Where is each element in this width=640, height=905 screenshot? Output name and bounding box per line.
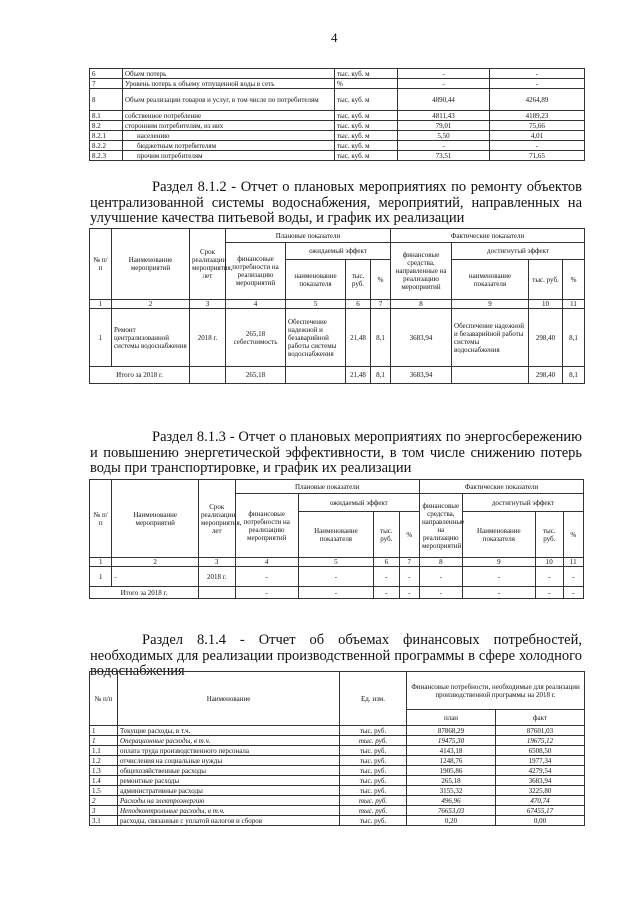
table-row: 8.2.3 прочим потребителям тыс. куб. м 73,51 71,65 bbox=[90, 151, 585, 161]
table-row: 8.2 сторонним потребителям, из них тыс. куб. м 79,01 75,66 bbox=[90, 121, 585, 131]
section-812-title: Раздел 8.1.2 - Отчет о плановых мероприятиях по ремонту объектов централизованной системы водоснабжения, мероприятий, направленных на улучшение качества питьевой воды, и график их реализации bbox=[90, 179, 582, 226]
section-814-table: № п/п Наименование Ед. изм. Финансовые потребности, необходимые для реализации производственной программы на 2018 г. план факт 1 Текущие расходы, в т.ч. тыс. руб. 87868,29 87601,03 1 Операционные расходы, в т.ч. тыс. руб. 19475,30 19675,12 1.1 оплата труда производственного персонала тыс. руб. 4143,18 6508,50 1.2 отчисления на социальные нужды тыс. руб. 1248,76 1977,34 1.3 общехозяйственные расходы тыс. руб. 1905,86 4279,54 1.4 ремонтные расходы тыс. руб. 265,18 3683,94 1.5 административные расходы тыс. руб. 3155,32 3225,80 2 Расходы на электроэнергию тыс. руб. 496,96 470,74 3 Неподконтрольные расходы, в т.ч. тыс. руб. 76653,03 67455,17 3.1 расходы, связанные с уплатой налогов и сборов тыс. руб. 0,20 0,00 bbox=[89, 671, 585, 826]
table-row: 1.1 оплата труда производственного персонала тыс. руб. 4143,18 6508,50 bbox=[90, 746, 585, 756]
section-813-title: Раздел 8.1.3 - Отчет о плановых мероприятиях по энергосбережению и повышению энергетической эффективности, в том числе снижению потерь воды при транспортировке, и график их реализации bbox=[90, 429, 582, 476]
table-row: 8.2.2 бюджетным потребителям тыс. куб. м - - bbox=[90, 141, 585, 151]
table-row: 1.3 общехозяйственные расходы тыс. руб. 1905,86 4279,54 bbox=[90, 766, 585, 776]
table-row: 1 Операционные расходы, в т.ч. тыс. руб. 19475,30 19675,12 bbox=[90, 736, 585, 746]
total-row: Итого за 2018 г. 265,18 21,48 8,1 3683,94 298,40 8,1 bbox=[90, 367, 585, 384]
table-row: 7 Уровень потерь к объему отпущенной воды в сеть % - - bbox=[90, 79, 585, 89]
table-row: 8.1 собственное потребление тыс. куб. м 4811,43 4189,23 bbox=[90, 111, 585, 121]
column-numbers: 1 2 3 4 5 6 7 8 9 10 11 bbox=[90, 558, 584, 567]
table-row: 2 Расходы на электроэнергию тыс. руб. 496,96 470,74 bbox=[90, 796, 585, 806]
section-814-title: Раздел 8.1.4 - Отчет об объемах финансовых потребностей, необходимых для реализации производственной программы в сфере холодного водоснабжения bbox=[90, 632, 582, 679]
section-813-table: № п/п Наименование мероприятий Срок реализации мероприятия, лет Плановые показатели Фактические показатели финансовые потребности на реализацию мероприятий ожидаемый эффект финансовые средства, направленные на реализацию мероприятий достигнутый эффект Наименование показателя тыс. руб. % Наименование показателя тыс. руб. % 1 2 3 4 5 6 7 8 9 10 11 1 - 2018 г. - - - - - - - - Итого за 2018 г. - - - - - - - - bbox=[89, 479, 584, 599]
section-812-table: № п/п Наименование мероприятий Срок реализации мероприятия, лет Плановые показатели Фактические показатели финансовые потребности на реализацию мероприятий ожидаемый эффект финансовые средства, направленные на реализацию мероприятий достигнутый эффект наименование показателя тыс. руб. % наименование показателя тыс. руб. % 1 2 3 4 5 6 7 8 9 10 11 1 Ремонт централизованной системы водоснабжения 2018 г. 265,18 себестоимость Обеспечение надежной и безаварийной работы системы водоснабжения 21,48 8,1 3683,94 Обеспечение надежной и безаварийной работы системы водоснабжения 298,40 8,1 Итого за 2018 г. 265,18 21,48 8,1 3683,94 298,40 8,1 bbox=[89, 228, 585, 384]
table-row: 1.5 административные расходы тыс. руб. 3155,32 3225,80 bbox=[90, 786, 585, 796]
table-row: 8 Объем реализации товаров и услуг, в том числе по потребителям тыс. куб. м 4890,44 4264,89 bbox=[90, 89, 585, 111]
table-row: 3.1 расходы, связанные с уплатой налогов и сборов тыс. руб. 0,20 0,00 bbox=[90, 816, 585, 826]
total-row: Итого за 2018 г. - - - - - - - - bbox=[90, 587, 584, 599]
table-row: 3 Неподконтрольные расходы, в т.ч. тыс. руб. 76653,03 67455,17 bbox=[90, 806, 585, 816]
page-number: 4 bbox=[331, 30, 338, 45]
table-row: 1.4 ремонтные расходы тыс. руб. 265,18 3683,94 bbox=[90, 776, 585, 786]
consumption-table bbox=[89, 68, 585, 161]
column-numbers: 1 2 3 4 5 6 7 8 9 10 11 bbox=[90, 300, 585, 309]
table-row: 1.2 отчисления на социальные нужды тыс. руб. 1248,76 1977,34 bbox=[90, 756, 585, 766]
table-row: 1 Текущие расходы, в т.ч. тыс. руб. 87868,29 87601,03 bbox=[90, 726, 585, 736]
table-row: 1 Ремонт централизованной системы водоснабжения 2018 г. 265,18 себестоимость Обеспечение надежной и безаварийной работы системы водоснабжения 21,48 8,1 3683,94 Обеспечение надежной и безаварийной работы системы водоснабжения 298,40 8,1 bbox=[90, 309, 585, 367]
table-row: 8.2.1 населению тыс. куб. м 5,50 4,01 bbox=[90, 131, 585, 141]
table-row: 6 Объем потерь тыс. куб. м - - bbox=[90, 69, 585, 79]
table-row: 1 - 2018 г. - - - - - - - - bbox=[90, 567, 584, 587]
